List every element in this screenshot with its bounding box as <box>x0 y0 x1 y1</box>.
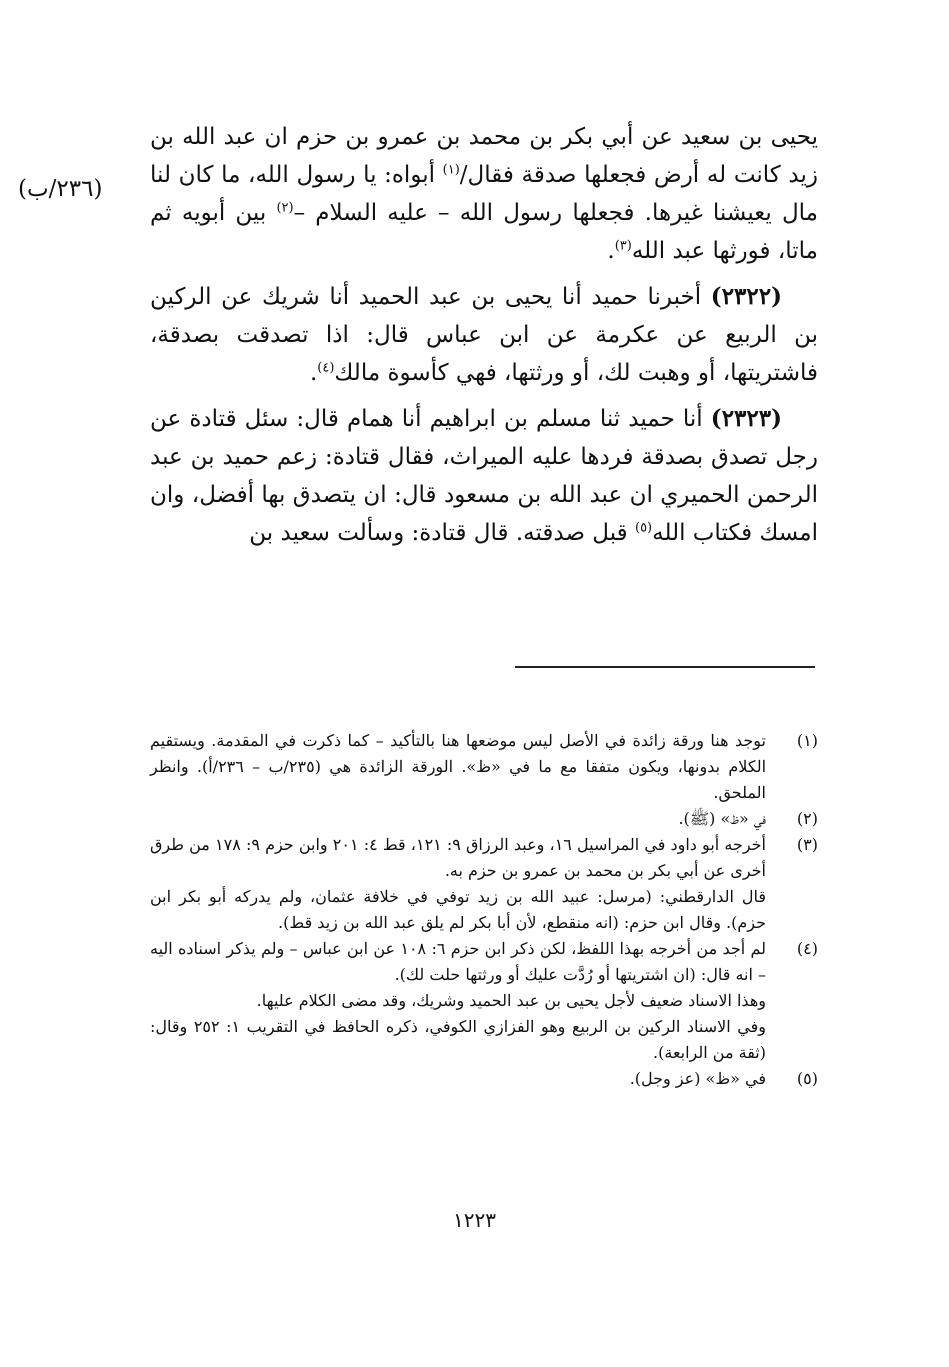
footnote-marker-5: (٥) <box>634 520 653 536</box>
footnote-body <box>150 806 766 832</box>
paragraph-3-text: أنا حميد ثنا مسلم بن ابراهيم أنا همام قال: سئل قتادة عن رجل تصدق بصدقة فردها عليه الميراث، فقال قتادة: زعم حميد بن عبد الرحمن الحميري ان عبد الله بن مسعود قال: ان يتصدق بها أفضل، وان امسك فكتاب الله <box>150 406 818 546</box>
footnote-line: أخرجه أبو داود في المراسيل ١٦، وعبد الرزاق ٩: ١٢١، قط ٤: ٢٠١ وابن حزم ٩: ١٧٨ من طرق أخرى عن أبي بكر بن محمد بن عمرو بن حزم به. <box>150 835 766 880</box>
footnote-4 <box>150 936 818 1066</box>
footnote-number: (١) <box>796 731 818 750</box>
paragraph-3-end: قبل صدقته. قال قتادة: وسألت سعيد بن <box>249 520 635 546</box>
margin-ref-text: (٢٣٦/ب) <box>18 176 103 202</box>
footnote-line: في «ظ» (عز وجل). <box>629 1069 766 1088</box>
footnote-body <box>150 728 766 806</box>
footnote-number: (٢) <box>796 809 818 828</box>
footnote-1 <box>150 728 818 806</box>
footnote-number: (٥) <box>796 1069 818 1088</box>
footnote-body <box>150 832 766 936</box>
hadith-number-2323: (٢٣٢٣) <box>710 405 782 432</box>
paragraph-1-text-c: بين أبويه ثم ماتا، فورثها عبد الله <box>150 200 818 264</box>
paragraph-1-text-b: أبواه: يا رسول الله، ما كان لنا مال يعيشنا غيرها. فجعلها رسول الله – عليه السلام – <box>150 162 818 226</box>
footnote-number: (٣) <box>796 835 818 854</box>
footnote-line: قال الدارقطني: (مرسل: عبيد الله بن زيد توفي في خلافة عثمان، ولم يدركه أبو بكر ابن حزم). وقال ابن حزم: (انه منقطع، لأن أبا بكر لم يلق عبد الله بن زيد قط). <box>150 887 766 932</box>
paragraph-2-text: أخبرنا حميد أنا يحيى بن عبد الحميد أنا شريك عن الركين بن الربيع عن عكرمة عن ابن عباس قال: اذا تصدقت بصدقة، فاشتريتها، أو وهبت لك، أو ورثتها، فهي كأسوة مالك <box>150 284 818 386</box>
footnote-marker-3: (٣) <box>614 238 632 254</box>
footnote-2 <box>150 806 818 832</box>
footnote-separator <box>515 666 815 668</box>
paragraph-1-end: . <box>607 238 615 264</box>
page-number: ١٢٢٣ <box>453 1208 496 1232</box>
footnote-marker-2: (٢) <box>276 200 294 216</box>
paragraph-2-end: . <box>309 360 318 386</box>
main-text <box>150 118 818 560</box>
paragraph-1 <box>150 118 818 270</box>
manuscript-folio-reference <box>18 170 158 208</box>
footnote-line: لم أجد من أخرجه بهذا اللفظ، لكن ذكر ابن حزم ٦: ١٠٨ عن ابن عباس – ولم يذكر اسناده اليه – انه قال: (ان اشتريتها أو رُدَّت عليك أو ورثتها حلت لك). <box>150 939 767 984</box>
footnotes <box>150 728 818 1092</box>
footnote-line: توجد هنا ورقة زائدة في الأصل ليس موضعها هنا بالتأكيد – كما ذكرت في المقدمة. ويستقيم الكلام بدونها، ويكون متفقا مع ما في «ظ». الورقة الزائدة هي (٢٣٥/ب – ٢٣٦/أ). وانظر الملحق. <box>150 731 767 802</box>
footnote-body <box>150 1066 766 1092</box>
paragraph-2 <box>150 278 818 392</box>
footnote-line: في «ظ» (ﷺ). <box>678 809 766 828</box>
footnote-marker-4: (٤) <box>317 360 335 376</box>
paragraph-3 <box>150 400 818 552</box>
paragraph-1-text-a: يحيى بن سعيد عن أبي بكر بن محمد بن عمرو بن حزم ان عبد الله بن زيد كانت له أرض فجعلها صدقة فقال/ <box>150 124 818 188</box>
footnote-line: وفي الاسناد الركين بن الربيع وهو الفزازي الكوفي، ذكره الحافظ في التقريب ١: ٢٥٢ وقال: (ثقة من الرابعة). <box>150 1017 766 1062</box>
footnote-marker-1: (١) <box>442 162 460 178</box>
footnote-3 <box>150 832 818 936</box>
hadith-number-2322: (٢٣٢٢) <box>710 283 782 310</box>
footnote-5 <box>150 1066 818 1092</box>
footnote-line: وهذا الاسناد ضعيف لأجل يحيى بن عبد الحميد وشريك، وقد مضى الكلام عليها. <box>256 991 766 1010</box>
footnote-body <box>150 936 766 1066</box>
footnote-number: (٤) <box>796 939 818 958</box>
